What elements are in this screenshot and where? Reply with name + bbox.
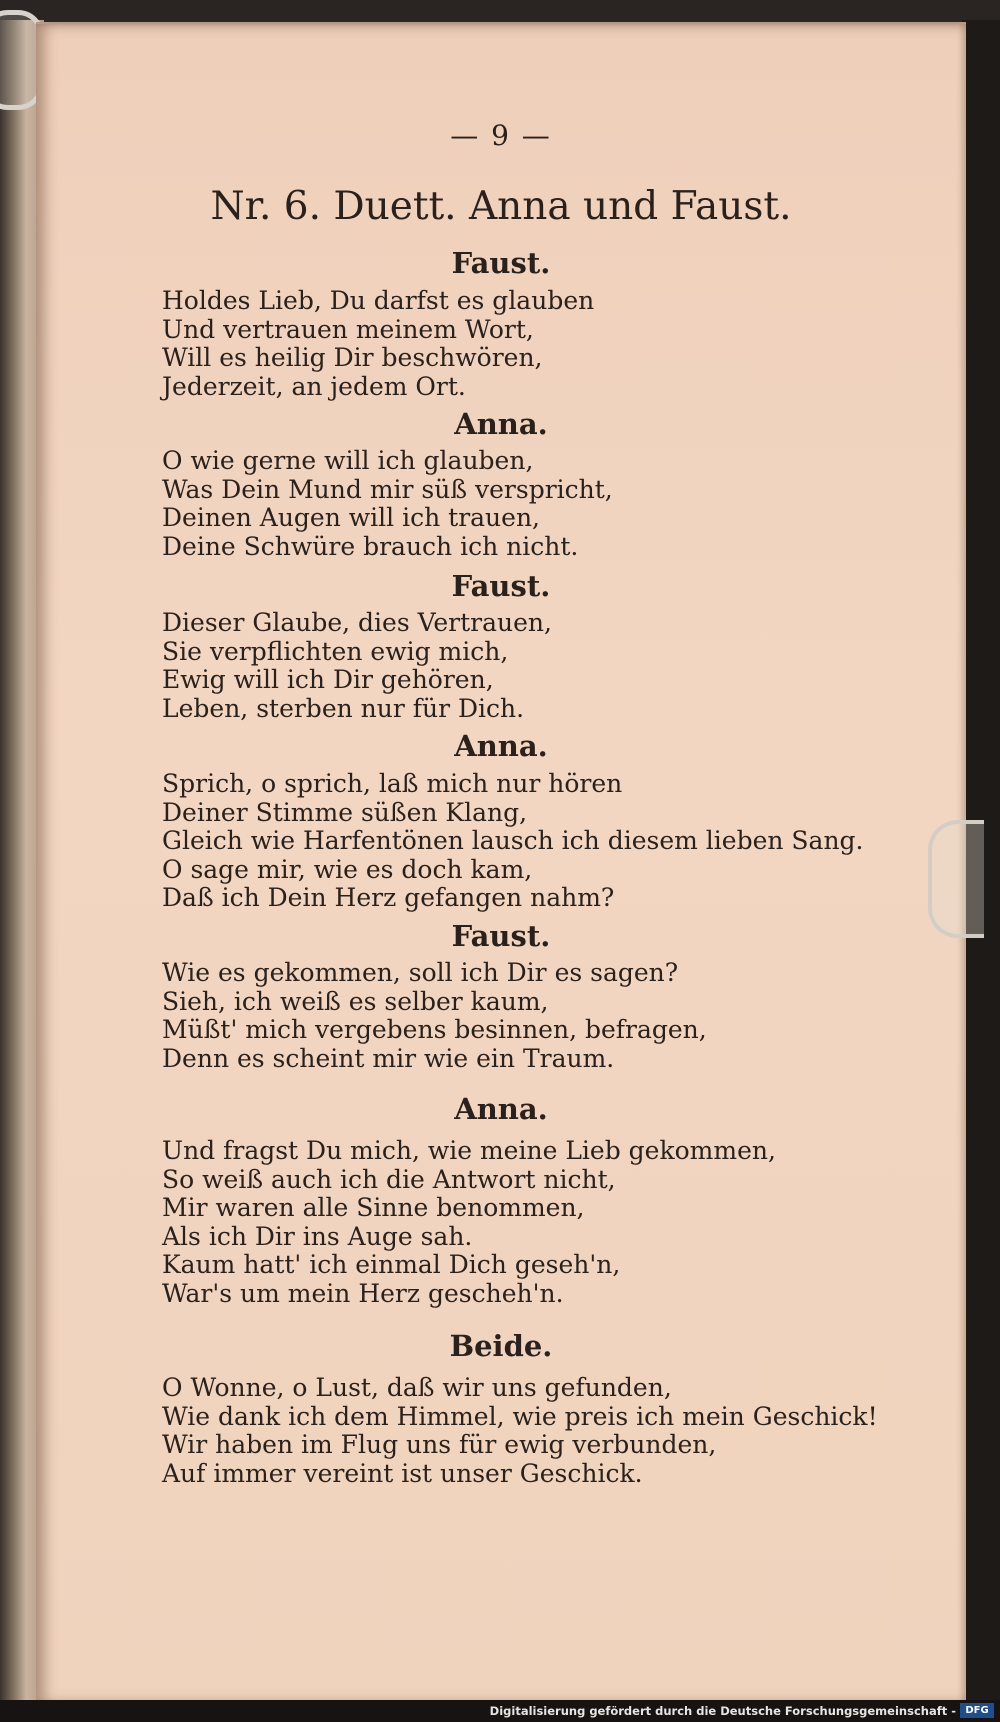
- verse-line: Sieh, ich weiß es selber kaum,: [162, 986, 549, 1016]
- verse-line: Daß ich Dein Herz gefangen nahm?: [162, 883, 615, 913]
- verse-line: Sprich, o sprich, laß mich nur hören: [162, 769, 623, 798]
- verse-line: Gleich wie Harfentönen lausch ich diesem lieben Sang.: [162, 826, 864, 856]
- verse-line: Ewig will ich Dir gehören,: [162, 665, 494, 695]
- verse-line: Und vertrauen meinem Wort,: [162, 314, 534, 344]
- verse-line: Leben, sterben nur für Dich.: [162, 693, 525, 723]
- speaker-heading: Anna.: [454, 407, 548, 441]
- verse-line: O Wonne, o Lust, daß wir uns gefunden,: [162, 1373, 672, 1402]
- verse-line: Deinen Augen will ich trauen,: [162, 503, 541, 533]
- verse-line: Dieser Glaube, dies Vertrauen,: [162, 608, 552, 637]
- verse-line: O sage mir, wie es doch kam,: [162, 854, 533, 884]
- speaker-heading: Anna.: [454, 729, 548, 763]
- verse-line: Was Dein Mund mir süß verspricht,: [162, 474, 613, 504]
- verse-line: So weiß auch ich die Antwort nicht,: [162, 1164, 616, 1194]
- verse-line: Als ich Dir ins Auge sah.: [162, 1221, 473, 1251]
- verse-line: Will es heilig Dir beschwören,: [162, 343, 543, 373]
- verse-line: Holdes Lieb, Du darfst es glauben: [162, 286, 595, 315]
- verse-line: Denn es scheint mir wie ein Traum.: [162, 1043, 615, 1073]
- speaker-heading: Faust.: [451, 569, 551, 603]
- stanza-lines: [162, 1137, 776, 1309]
- stanza-lines: [162, 959, 707, 1073]
- verse-line: Wir haben im Flug uns für ewig verbunden,: [162, 1430, 717, 1460]
- page-clip: [928, 820, 984, 938]
- speaker-heading: Faust.: [451, 919, 551, 953]
- verse-line: Mir waren alle Sinne benommen,: [162, 1193, 585, 1223]
- speaker-heading: Anna.: [454, 1092, 548, 1126]
- stanza-lines: [162, 609, 552, 723]
- verse-line: Deiner Stimme süßen Klang,: [162, 797, 528, 827]
- verse-line: Kaum hatt' ich einmal Dich geseh'n,: [162, 1250, 621, 1280]
- footer-bar: [0, 1700, 1000, 1722]
- book-page: [36, 22, 966, 1704]
- dfg-logo-icon: DFG: [960, 1703, 994, 1718]
- verse-line: War's um mein Herz gescheh'n.: [162, 1278, 564, 1308]
- verse-line: Wie es gekommen, soll ich Dir es sagen?: [162, 958, 679, 987]
- stanza-lines: [162, 770, 864, 913]
- funding-credit: Digitalisierung gefördert durch die Deutsche Forschungsgemeinschaft -: [489, 1704, 956, 1718]
- verse-line: Müßt' mich vergebens besinnen, befragen,: [162, 1015, 707, 1045]
- verse-line: Auf immer vereint ist unser Geschick.: [162, 1458, 643, 1488]
- verse-line: Deine Schwüre brauch ich nicht.: [162, 531, 579, 561]
- speaker-heading: Faust.: [451, 246, 551, 280]
- verse-line: Jederzeit, an jedem Ort.: [162, 371, 466, 401]
- stanza-lines: [162, 287, 594, 401]
- verse-line: Sie verpflichten ewig mich,: [162, 636, 509, 666]
- page-title: Nr. 6. Duett. Anna und Faust.: [210, 184, 792, 229]
- page-number: — 9 —: [450, 119, 552, 152]
- stanza-lines: [162, 1374, 878, 1488]
- verse-line: Wie dank ich dem Himmel, wie preis ich mein Geschick!: [162, 1401, 878, 1431]
- verse-line: Und fragst Du mich, wie meine Lieb gekommen,: [162, 1136, 776, 1165]
- stanza-lines: [162, 447, 613, 561]
- speaker-heading: Beide.: [449, 1329, 553, 1363]
- verse-line: O wie gerne will ich glauben,: [162, 446, 534, 475]
